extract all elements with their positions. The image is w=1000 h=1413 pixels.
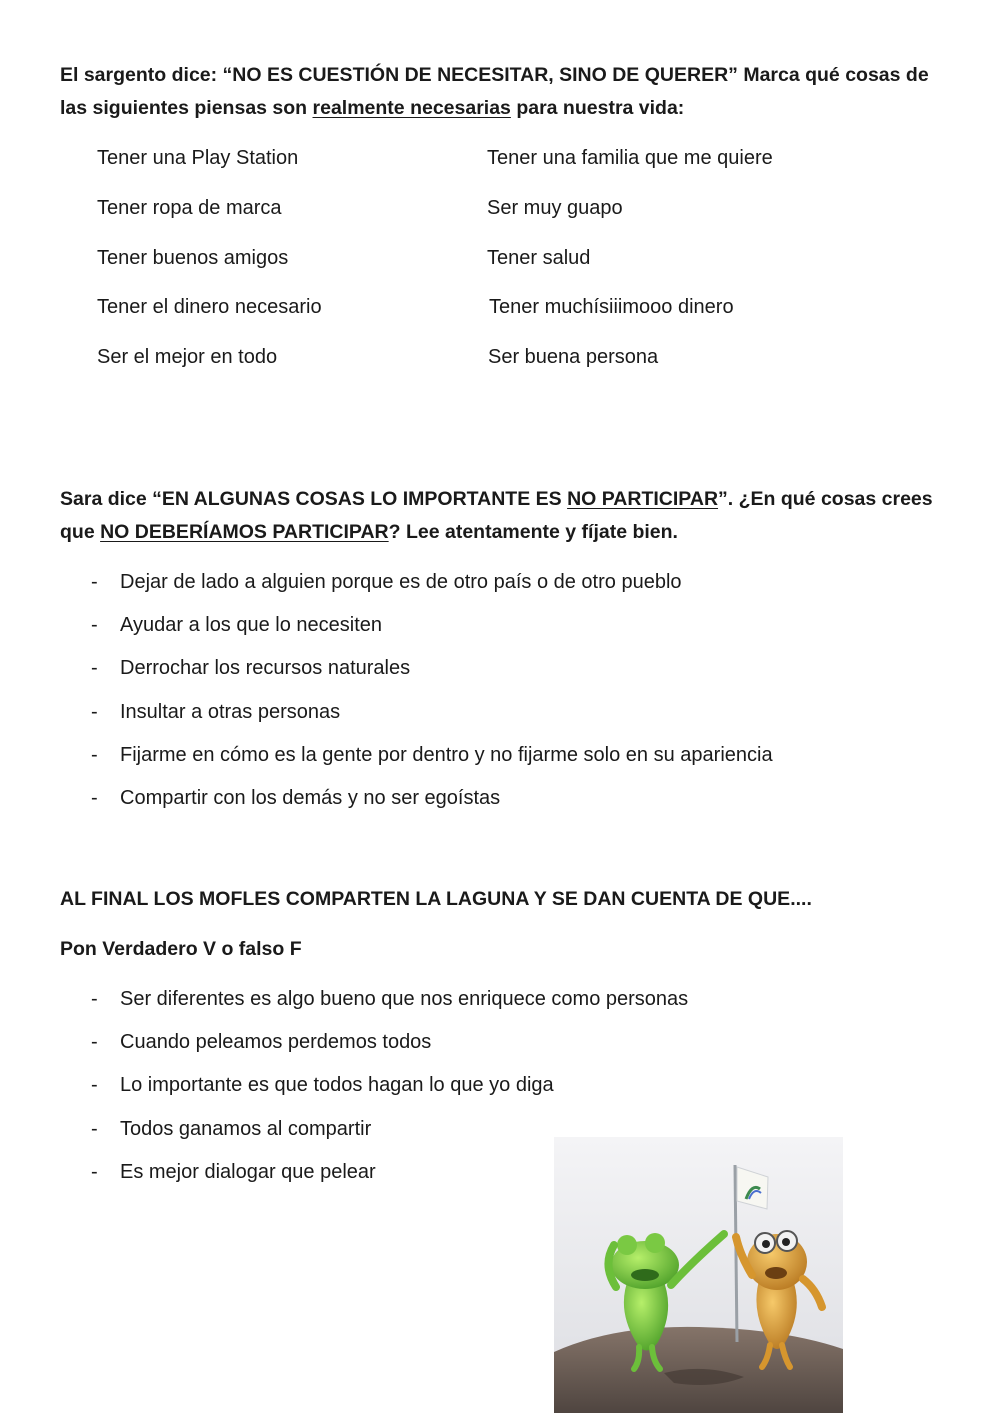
section2-heading: Sara dice “EN ALGUNAS COSAS LO IMPORTANTE ES NO PARTICIPAR”. ¿En qué cosas crees que NO DEBERÍAMOS PARTICIPAR? Lee atentamente y fíjate bien. xyxy=(60,488,933,543)
bullet-dash: - xyxy=(91,1117,98,1140)
list-item[interactable]: - Ser diferentes es algo bueno que nos enriquece como personas xyxy=(60,986,688,1029)
list-item[interactable]: - Dejar de lado a alguien porque es de otro país o de otro pueblo xyxy=(60,569,773,612)
option-play-station[interactable]: Tener una Play Station xyxy=(97,147,299,169)
mofles-illustration xyxy=(554,1137,843,1413)
option-salud[interactable]: Tener salud xyxy=(487,247,591,269)
option-buenos-amigos[interactable]: Tener buenos amigos xyxy=(97,247,289,269)
bullet-dash: - xyxy=(91,1160,98,1183)
bullet-dash: - xyxy=(91,1074,98,1097)
bullet-dash: - xyxy=(91,786,98,809)
option-mejor-en-todo[interactable]: Ser el mejor en todo xyxy=(97,346,278,368)
list-item[interactable]: - Derrochar los recursos naturales xyxy=(60,655,773,698)
list-item[interactable]: - Fijarme en cómo es la gente por dentro y no fijarme solo en su apariencia xyxy=(60,742,773,785)
option-muy-guapo[interactable]: Ser muy guapo xyxy=(487,197,623,219)
list-item[interactable]: - Todos ganamos al compartir xyxy=(60,1116,688,1159)
bullet-dash: - xyxy=(91,743,98,766)
list-item[interactable]: - Insultar a otras personas xyxy=(60,699,773,742)
option-mucho-dinero[interactable]: Tener muchísiiimooo dinero xyxy=(489,296,734,318)
section2-list xyxy=(60,569,773,828)
bullet-dash: - xyxy=(91,657,98,680)
list-item[interactable]: - Ayudar a los que lo necesiten xyxy=(60,612,773,655)
section3-subheading: Pon Verdadero V o falso F xyxy=(60,938,302,960)
bullet-dash: - xyxy=(91,700,98,723)
bullet-dash: - xyxy=(91,988,98,1010)
list-item[interactable]: - Cuando peleamos perdemos todos xyxy=(60,1029,688,1072)
option-dinero-necesario[interactable]: Tener el dinero necesario xyxy=(97,296,322,318)
list-item[interactable]: - Lo importante es que todos hagan lo que yo diga xyxy=(60,1072,688,1115)
option-familia[interactable]: Tener una familia que me quiere xyxy=(487,147,773,169)
section3-heading: AL FINAL LOS MOFLES COMPARTEN LA LAGUNA Y SE DAN CUENTA DE QUE.... xyxy=(60,888,812,910)
bullet-dash: - xyxy=(91,614,98,637)
option-ropa-de-marca[interactable]: Tener ropa de marca xyxy=(97,197,282,219)
bullet-dash: - xyxy=(91,1031,98,1054)
mofles-illustration-svg xyxy=(554,1137,843,1413)
option-buena-persona[interactable]: Ser buena persona xyxy=(488,346,659,368)
list-item[interactable]: - Es mejor dialogar que pelear xyxy=(60,1159,688,1202)
bullet-dash: - xyxy=(91,571,98,593)
section1-heading: El sargento dice: “NO ES CUESTIÓN DE NECESITAR, SINO DE QUERER” Marca qué cosas de las siguientes piensas son realmente necesarias para nuestra vida: xyxy=(60,64,929,119)
list-item[interactable]: - Compartir con los demás y no ser egoístas xyxy=(60,785,773,828)
